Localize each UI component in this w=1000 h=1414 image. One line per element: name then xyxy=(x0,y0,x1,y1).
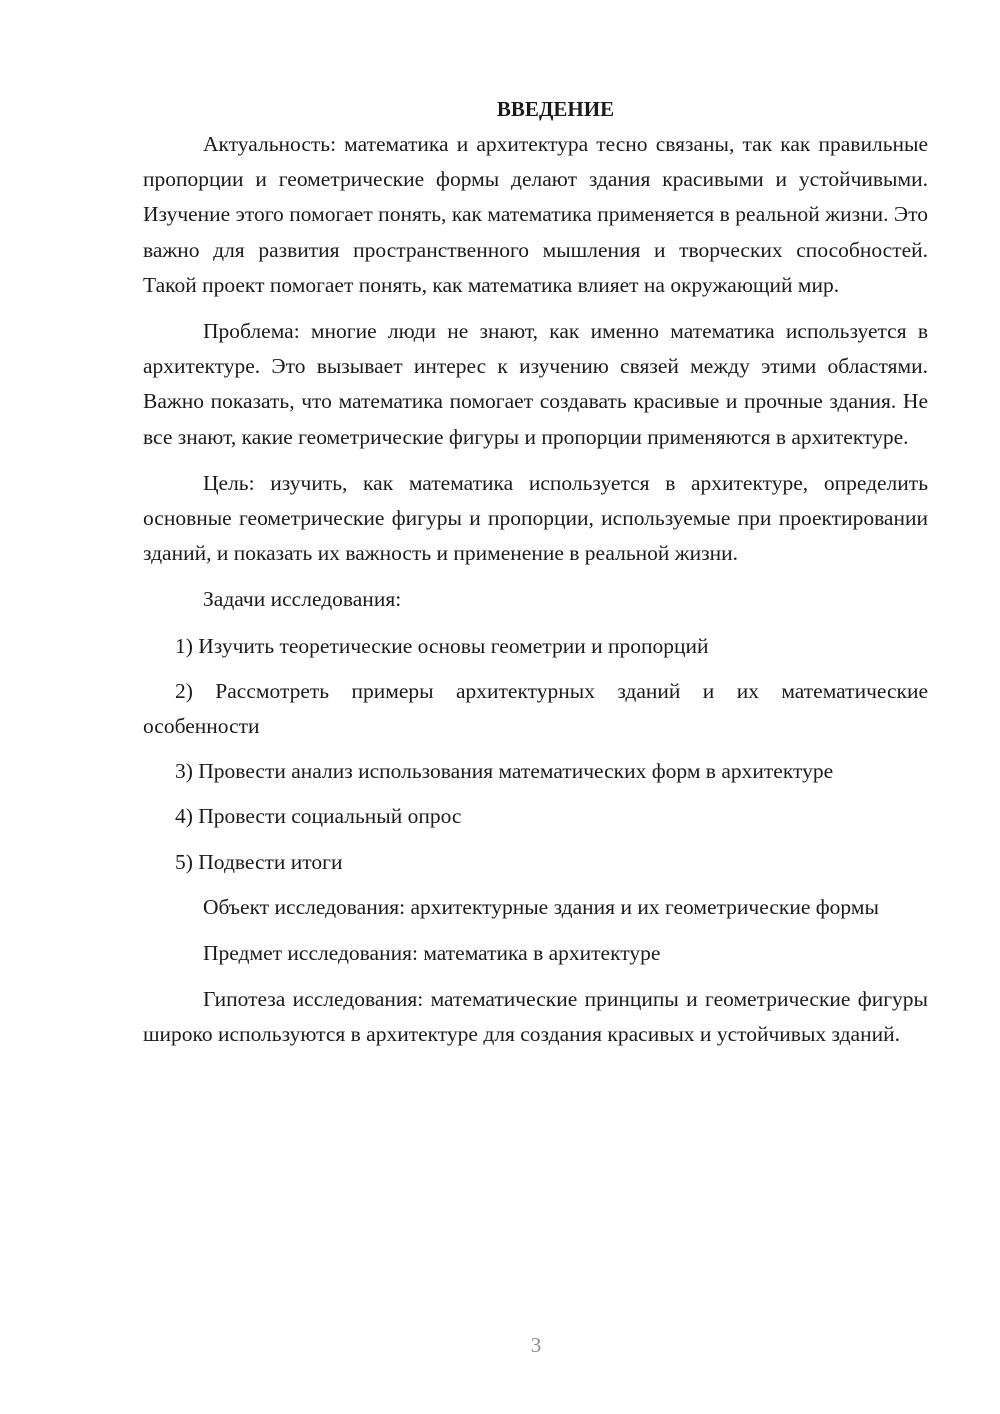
task-item-5: 5) Подвести итоги xyxy=(175,849,343,874)
page-number: 3 xyxy=(530,1333,542,1357)
relevance-paragraph: Актуальность: математика и архитектура тесно связаны, так как правильные пропорции и геометрические формы делают здания красивыми и устойчивыми. Изучение этого помогает понять, как математика применяется в реальной жизни. Это важно для развития пространственного мышления и творческих способностей. Такой проект помогает понять, как математика влияет на окружающий мир. xyxy=(143,132,928,297)
page-title: ВВЕДЕНИЕ xyxy=(496,97,615,121)
task-item-1: 1) Изучить теоретические основы геометрии и пропорций xyxy=(175,633,709,658)
tasks-heading: Задачи исследования: xyxy=(203,587,402,612)
hypothesis-paragraph: Гипотеза исследования: математические принципы и геометрические фигуры широко используются в архитектуре для создания красивых и устойчивых зданий. xyxy=(143,987,928,1047)
page-content xyxy=(143,92,928,1064)
subject-paragraph: Предмет исследования: математика в архитектуре xyxy=(203,941,661,966)
task-item-2: 2) Рассмотреть примеры архитектурных зданий и их математические особенности xyxy=(143,678,928,739)
task-item-4: 4) Провести социальный опрос xyxy=(175,804,462,829)
goal-paragraph: Цель: изучить, как математика используется в архитектуре, определить основные геометрические фигуры и пропорции, используемые при проектировании зданий, и показать их важность и применение в реальной жизни. xyxy=(143,470,928,566)
task-item-3: 3) Провести анализ использования математических форм в архитектуре xyxy=(175,759,834,784)
problem-paragraph: Проблема: многие люди не знают, как именно математика используется в архитектуре. Это вызывает интерес к изучению связей между этими областями. Важно показать, что математика помогает создавать красивые и прочные здания. Не все знают, какие геометрические фигуры и пропорции применяются в архитектуре. xyxy=(143,319,928,449)
object-paragraph: Объект исследования: архитектурные здания и их геометрические формы xyxy=(203,894,879,919)
